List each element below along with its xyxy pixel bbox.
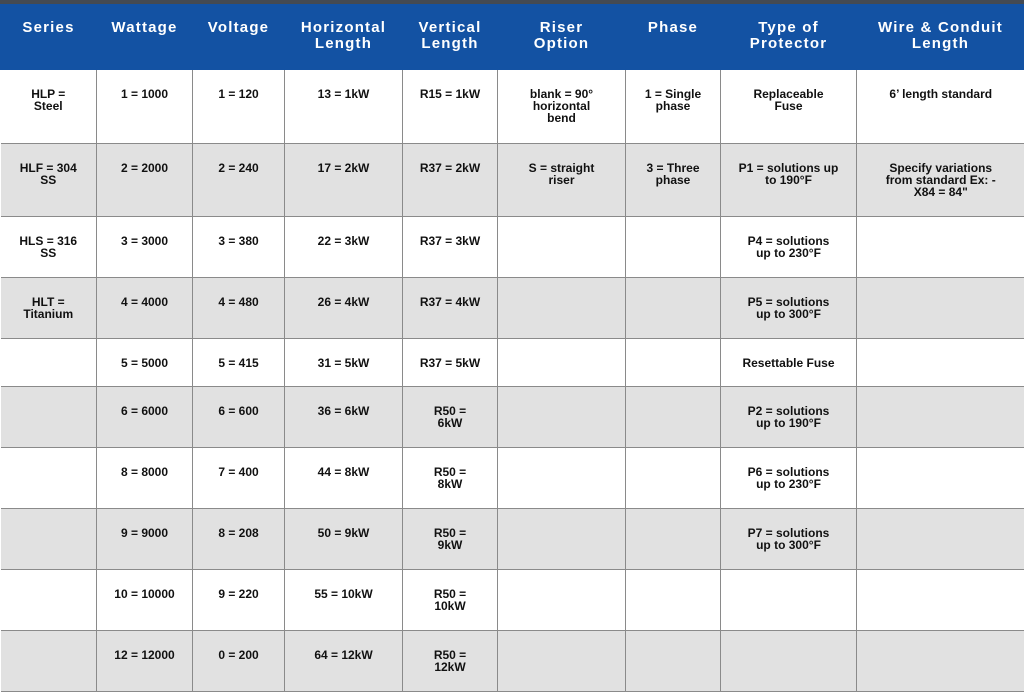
cell-horizontal-length: 44 = 8kW bbox=[285, 447, 403, 508]
part-number-spec-table bbox=[0, 4, 1024, 692]
cell-type-of-protector bbox=[721, 569, 857, 630]
header-label: Phase bbox=[630, 4, 716, 36]
cell-vertical-length: R37 = 2kW bbox=[403, 143, 498, 216]
table-body bbox=[1, 70, 1024, 691]
cell-phase bbox=[626, 508, 721, 569]
cell-vertical-length: R50 = 10kW bbox=[403, 569, 498, 630]
cell-phase bbox=[626, 277, 721, 338]
table-row bbox=[1, 508, 1024, 569]
cell-vertical-length: R50 = 9kW bbox=[403, 508, 498, 569]
cell-horizontal-length: 13 = 1kW bbox=[285, 70, 403, 143]
cell-riser-option bbox=[498, 569, 626, 630]
cell-phase bbox=[626, 216, 721, 277]
cell-riser-option: S = straight riser bbox=[498, 143, 626, 216]
cell-vertical-length: R15 = 1kW bbox=[403, 70, 498, 143]
cell-wattage: 12 = 12000 bbox=[97, 630, 193, 691]
header-label: Type of Protector bbox=[725, 4, 852, 52]
cell-type-of-protector: Resettable Fuse bbox=[721, 338, 857, 386]
cell-riser-option bbox=[498, 338, 626, 386]
cell-voltage: 5 = 415 bbox=[193, 338, 285, 386]
cell-series bbox=[1, 630, 97, 691]
cell-voltage: 9 = 220 bbox=[193, 569, 285, 630]
cell-vertical-length: R37 = 5kW bbox=[403, 338, 498, 386]
cell-wattage: 8 = 8000 bbox=[97, 447, 193, 508]
cell-type-of-protector: P1 = solutions up to 190°F bbox=[721, 143, 857, 216]
table-row bbox=[1, 143, 1024, 216]
cell-horizontal-length: 36 = 6kW bbox=[285, 386, 403, 447]
cell-riser-option bbox=[498, 447, 626, 508]
header-label: Series bbox=[5, 4, 92, 36]
cell-wire-conduit-length: Specify variations from standard Ex: - X84 = 84" bbox=[857, 143, 1024, 216]
cell-series: HLS = 316 SS bbox=[1, 216, 97, 277]
cell-series bbox=[1, 386, 97, 447]
cell-horizontal-length: 64 = 12kW bbox=[285, 630, 403, 691]
header-label: Vertical Length bbox=[407, 4, 493, 52]
cell-wire-conduit-length bbox=[857, 386, 1024, 447]
cell-phase: 3 = Three phase bbox=[626, 143, 721, 216]
cell-vertical-length: R37 = 4kW bbox=[403, 277, 498, 338]
cell-horizontal-length: 31 = 5kW bbox=[285, 338, 403, 386]
cell-horizontal-length: 26 = 4kW bbox=[285, 277, 403, 338]
cell-wire-conduit-length bbox=[857, 447, 1024, 508]
cell-type-of-protector bbox=[721, 630, 857, 691]
cell-vertical-length: R50 = 12kW bbox=[403, 630, 498, 691]
cell-wire-conduit-length bbox=[857, 630, 1024, 691]
cell-wire-conduit-length bbox=[857, 508, 1024, 569]
cell-horizontal-length: 50 = 9kW bbox=[285, 508, 403, 569]
table-row bbox=[1, 70, 1024, 143]
cell-horizontal-length: 22 = 3kW bbox=[285, 216, 403, 277]
cell-vertical-length: R50 = 8kW bbox=[403, 447, 498, 508]
cell-riser-option: blank = 90° horizontal bend bbox=[498, 70, 626, 143]
cell-type-of-protector: P5 = solutions up to 300°F bbox=[721, 277, 857, 338]
cell-type-of-protector: P6 = solutions up to 230°F bbox=[721, 447, 857, 508]
cell-series bbox=[1, 508, 97, 569]
cell-riser-option bbox=[498, 216, 626, 277]
cell-wattage: 5 = 5000 bbox=[97, 338, 193, 386]
cell-phase bbox=[626, 630, 721, 691]
header-label: Horizontal Length bbox=[289, 4, 398, 52]
table-row bbox=[1, 630, 1024, 691]
cell-voltage: 2 = 240 bbox=[193, 143, 285, 216]
cell-wattage: 6 = 6000 bbox=[97, 386, 193, 447]
header-label: Voltage bbox=[197, 4, 280, 36]
cell-voltage: 7 = 400 bbox=[193, 447, 285, 508]
header-riser-option bbox=[498, 4, 626, 70]
header-vertical-length bbox=[403, 4, 498, 70]
header-phase bbox=[626, 4, 721, 70]
cell-type-of-protector: P4 = solutions up to 230°F bbox=[721, 216, 857, 277]
cell-type-of-protector: Replaceable Fuse bbox=[721, 70, 857, 143]
cell-riser-option bbox=[498, 630, 626, 691]
cell-phase bbox=[626, 569, 721, 630]
table-row bbox=[1, 338, 1024, 386]
cell-voltage: 6 = 600 bbox=[193, 386, 285, 447]
cell-voltage: 8 = 208 bbox=[193, 508, 285, 569]
cell-type-of-protector: P2 = solutions up to 190°F bbox=[721, 386, 857, 447]
cell-wattage: 4 = 4000 bbox=[97, 277, 193, 338]
cell-wire-conduit-length bbox=[857, 569, 1024, 630]
header-wire-conduit-length bbox=[857, 4, 1024, 70]
cell-wire-conduit-length bbox=[857, 338, 1024, 386]
cell-horizontal-length: 17 = 2kW bbox=[285, 143, 403, 216]
cell-series: HLP = Steel bbox=[1, 70, 97, 143]
cell-wattage: 10 = 10000 bbox=[97, 569, 193, 630]
cell-phase bbox=[626, 386, 721, 447]
cell-wattage: 2 = 2000 bbox=[97, 143, 193, 216]
cell-vertical-length: R50 = 6kW bbox=[403, 386, 498, 447]
header-horizontal-length bbox=[285, 4, 403, 70]
cell-series bbox=[1, 447, 97, 508]
header-label: Riser Option bbox=[502, 4, 621, 52]
cell-type-of-protector: P7 = solutions up to 300°F bbox=[721, 508, 857, 569]
cell-horizontal-length: 55 = 10kW bbox=[285, 569, 403, 630]
table-row bbox=[1, 216, 1024, 277]
cell-wattage: 1 = 1000 bbox=[97, 70, 193, 143]
header-wattage bbox=[97, 4, 193, 70]
header-label: Wire & Conduit Length bbox=[861, 4, 1020, 52]
cell-riser-option bbox=[498, 508, 626, 569]
header-row bbox=[1, 4, 1024, 70]
cell-wire-conduit-length bbox=[857, 216, 1024, 277]
table-row bbox=[1, 447, 1024, 508]
table-row bbox=[1, 569, 1024, 630]
cell-wire-conduit-length bbox=[857, 277, 1024, 338]
header-label: Wattage bbox=[101, 4, 188, 36]
cell-voltage: 0 = 200 bbox=[193, 630, 285, 691]
cell-series bbox=[1, 338, 97, 386]
cell-voltage: 3 = 380 bbox=[193, 216, 285, 277]
cell-wattage: 3 = 3000 bbox=[97, 216, 193, 277]
cell-series: HLF = 304 SS bbox=[1, 143, 97, 216]
header-type-of-protector bbox=[721, 4, 857, 70]
cell-riser-option bbox=[498, 277, 626, 338]
cell-phase bbox=[626, 338, 721, 386]
header-voltage bbox=[193, 4, 285, 70]
cell-voltage: 1 = 120 bbox=[193, 70, 285, 143]
cell-wire-conduit-length: 6’ length standard bbox=[857, 70, 1024, 143]
cell-phase: 1 = Single phase bbox=[626, 70, 721, 143]
cell-voltage: 4 = 480 bbox=[193, 277, 285, 338]
cell-series bbox=[1, 569, 97, 630]
table-row bbox=[1, 277, 1024, 338]
header-series bbox=[1, 4, 97, 70]
cell-phase bbox=[626, 447, 721, 508]
cell-vertical-length: R37 = 3kW bbox=[403, 216, 498, 277]
cell-wattage: 9 = 9000 bbox=[97, 508, 193, 569]
table-row bbox=[1, 386, 1024, 447]
cell-series: HLT = Titanium bbox=[1, 277, 97, 338]
cell-riser-option bbox=[498, 386, 626, 447]
